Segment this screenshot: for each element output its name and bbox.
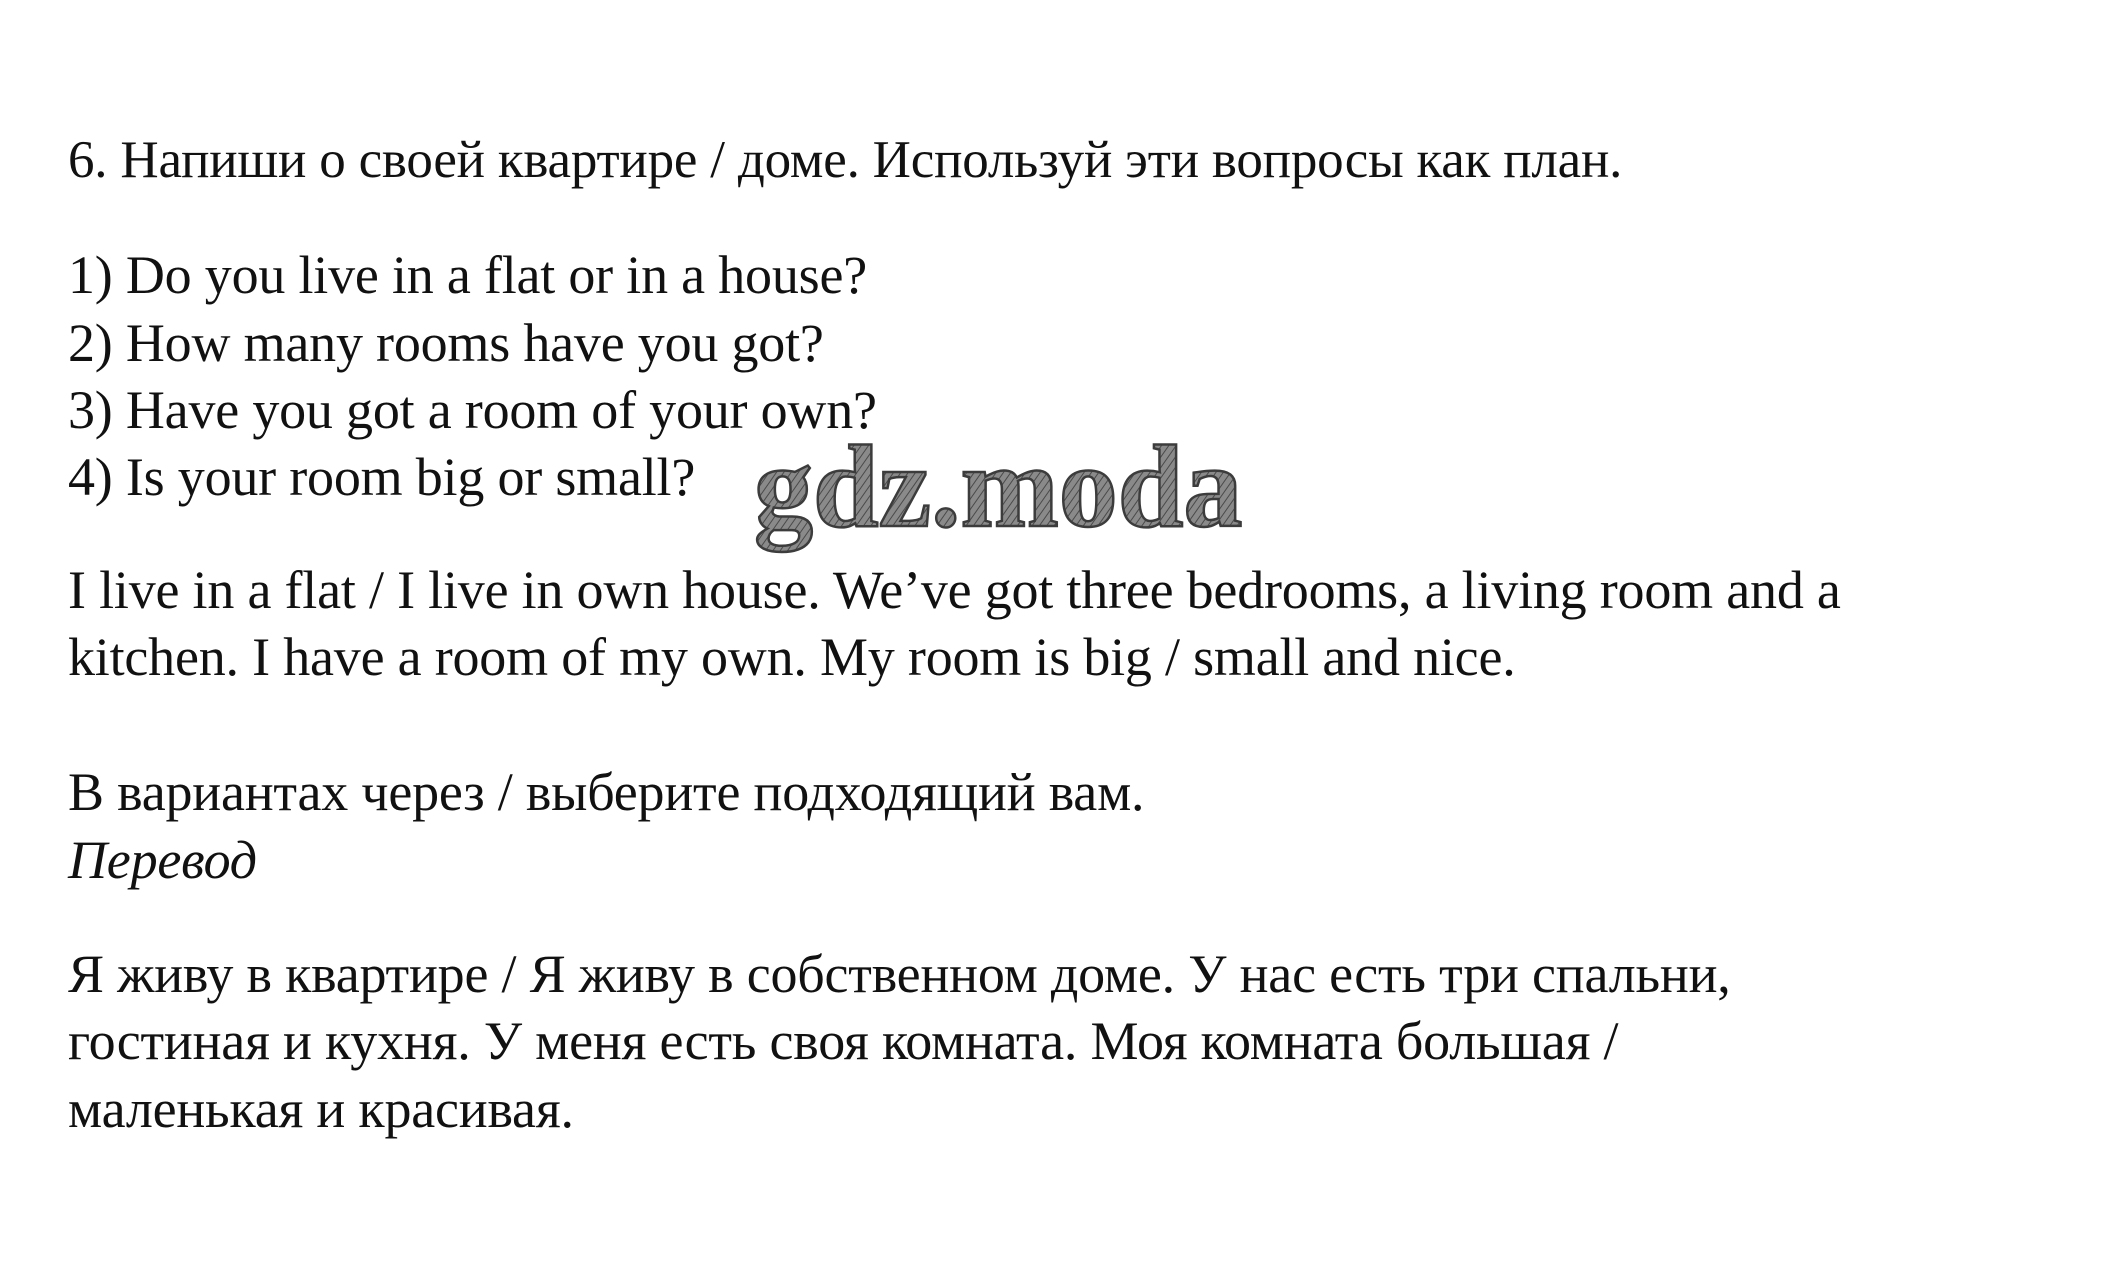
watermark-logo: [748, 418, 1348, 568]
translation-line-2: гостиная и кухня. У меня есть своя комната. Моя комната большая /: [68, 1011, 1619, 1071]
question-1: 1) Do you live in a flat or in a house?: [68, 245, 867, 305]
answer-note: В вариантах через / выберите подходящий вам.: [68, 762, 1145, 822]
task-heading: 6. Напиши о своей квартире / доме. Используй эти вопросы как план.: [68, 131, 1623, 189]
question-2: 2) How many rooms have you got?: [68, 313, 824, 373]
translation-line-1: Я живу в квартире / Я живу в собственном доме. У нас есть три спальни,: [68, 944, 1731, 1004]
question-4: 4) Is your room big or small?: [68, 447, 696, 507]
answer-line-1: I live in a flat / I live in own house. We’ve got three bedrooms, a living room and a: [68, 560, 1841, 620]
watermark-text: gdz.moda: [754, 421, 1243, 552]
translation-label: Перевод: [68, 830, 257, 890]
translation-line-3: маленькая и красивая.: [68, 1079, 574, 1139]
watermark-logo-graphic: [748, 418, 1348, 568]
answer-line-2: kitchen. I have a room of my own. My room is big / small and nice.: [68, 627, 1516, 687]
question-3: 3) Have you got a room of your own?: [68, 380, 877, 440]
